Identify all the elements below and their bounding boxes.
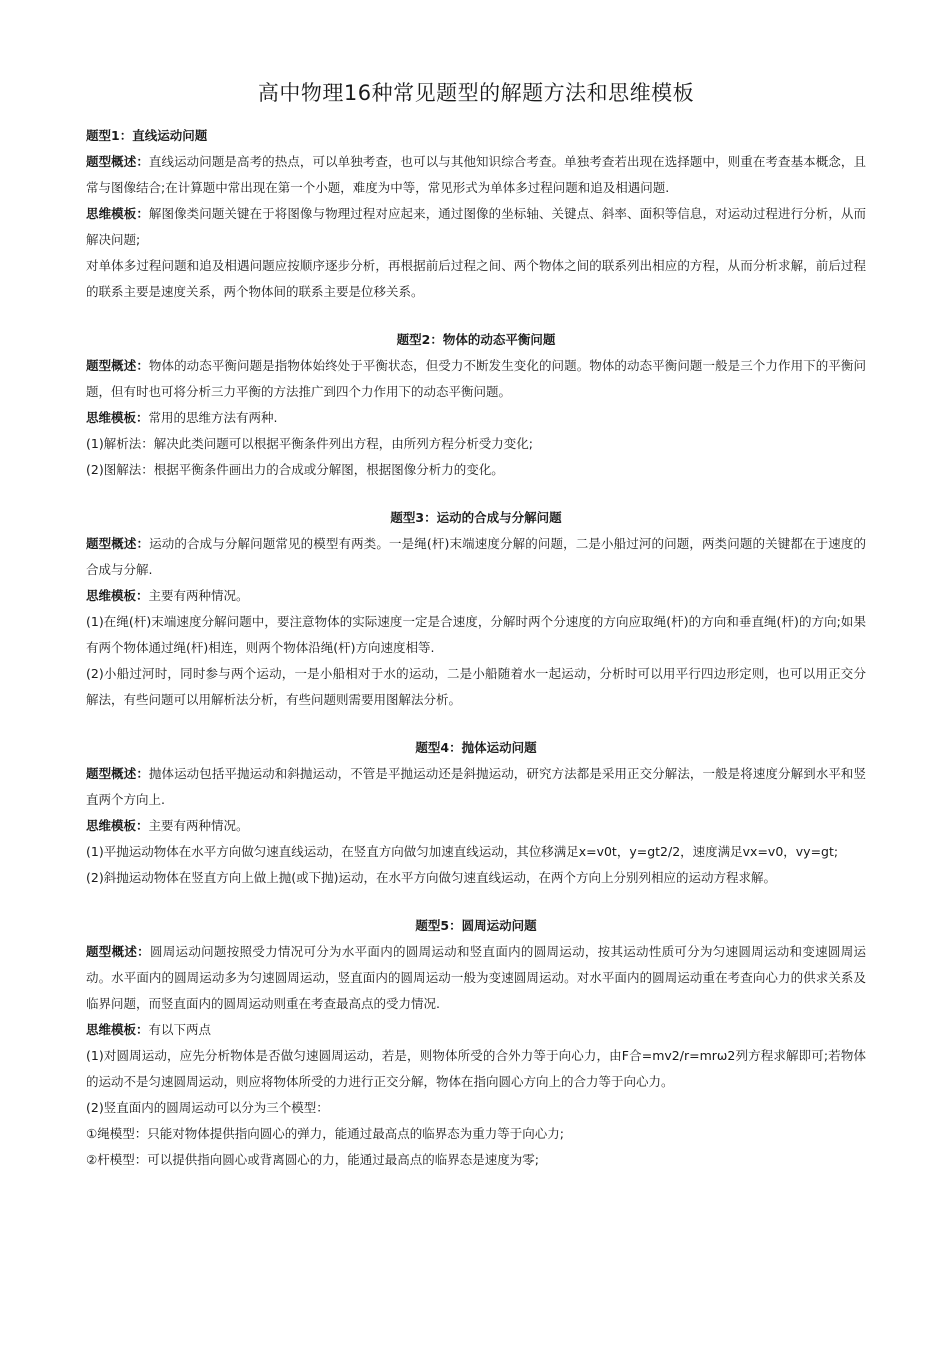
- section-point: (2)小船过河时，同时参与两个运动，一是小船相对于水的运动，二是小船随着水一起运动，分析时可以用平行四边形定则，也可以用正交分解法，有些问题可以用解析法分析，有些问题则需要用图解法分析。: [86, 666, 866, 707]
- section-point: (2)竖直面内的圆周运动可以分为三个模型：: [86, 1100, 329, 1115]
- section-point: ②杆模型：可以提供指向圆心或背离圆心的力，能通过最高点的临界态是速度为零;: [86, 1152, 539, 1167]
- template-label: 思维模板：: [86, 818, 149, 833]
- template-label: 思维模板：: [86, 588, 149, 603]
- section-2: [86, 327, 866, 483]
- section-3: [86, 505, 866, 713]
- section-template: [86, 813, 866, 839]
- section-template: [86, 583, 866, 609]
- section-heading: 题型1：直线运动问题: [86, 128, 208, 143]
- section-1: [86, 123, 866, 305]
- overview-text: 抛体运动包括平抛运动和斜抛运动，不管是平抛运动还是斜抛运动，研究方法都是采用正交分解法，一般是将速度分解到水平和竖直两个方向上.: [86, 766, 866, 807]
- template-text: 常用的思维方法有两种.: [148, 410, 278, 425]
- overview-text: 圆周运动问题按照受力情况可分为水平面内的圆周运动和竖直面内的圆周运动，按其运动性质可分为匀速圆周运动和变速圆周运动。水平面内的圆周运动多为匀速圆周运动，竖直面内的圆周运动一般为变速圆周运动。对水平面内的圆周运动重在考查向心力的供求关系及临界问题，而竖直面内的圆周运动则重在考查最高点的受力情况.: [86, 944, 866, 1011]
- section-point: (1)在绳(杆)末端速度分解问题中，要注意物体的实际速度一定是合速度，分解时两个分速度的方向应取绳(杆)的方向和垂直绳(杆)的方向;如果有两个物体通过绳(杆)相连，则两个物体沿绳(杆)方向速度相等.: [86, 614, 866, 655]
- overview-text: 物体的动态平衡问题是指物体始终处于平衡状态，但受力不断发生变化的问题。物体的动态平衡问题一般是三个力作用下的平衡问题，但有时也可将分析三力平衡的方法推广到四个力作用下的动态平衡问题。: [86, 358, 866, 399]
- section-point: (1)对圆周运动，应先分析物体是否做匀速圆周运动，若是，则物体所受的合外力等于向心力，由F合=mv2/r=mrω2列方程求解即可;若物体的运动不是匀速圆周运动，则应将物体所受的力进行正交分解，物体在指向圆心方向上的合力等于向心力。: [86, 1048, 866, 1089]
- overview-label: 题型概述：: [86, 154, 149, 169]
- template-text: 有以下两点: [148, 1022, 212, 1037]
- overview-label: 题型概述：: [86, 766, 149, 781]
- template-label: 思维模板：: [86, 206, 149, 221]
- section-template: [86, 405, 866, 431]
- section-heading: 题型4：抛体运动问题: [415, 740, 537, 755]
- section-overview: [86, 531, 866, 583]
- section-point: (1)解析法：解决此类问题可以根据平衡条件列出方程，由所列方程分析受力变化;: [86, 436, 533, 451]
- section-overview: [86, 761, 866, 813]
- section-5: [86, 913, 866, 1173]
- overview-label: 题型概述：: [86, 944, 150, 959]
- template-text: 主要有两种情况。: [148, 588, 249, 603]
- template-label: 思维模板：: [86, 410, 149, 425]
- section-point: (1)平抛运动物体在水平方向做匀速直线运动，在竖直方向做匀加速直线运动，其位移满足x=v0t，y=gt2/2，速度满足vx=v0，vy=gt;: [86, 844, 839, 859]
- document-title: 高中物理16种常见题型的解题方法和思维模板: [257, 81, 695, 105]
- document-page: [86, 78, 866, 1173]
- section-template: [86, 1017, 866, 1043]
- section-4: [86, 735, 866, 891]
- section-point: (2)斜抛运动物体在竖直方向上做上抛(或下抛)运动，在水平方向做匀速直线运动，在两个方向上分别列相应的运动方程求解。: [86, 870, 776, 885]
- template-text: 解图像类问题关键在于将图像与物理过程对应起来，通过图像的坐标轴、关键点、斜率、面积等信息，对运动过程进行分析，从而解决问题;: [86, 206, 866, 247]
- section-point: 对单体多过程问题和追及相遇问题应按顺序逐步分析，再根据前后过程之间、两个物体之间的联系列出相应的方程，从而分析求解，前后过程的联系主要是速度关系，两个物体间的联系主要是位移关系。: [86, 258, 866, 299]
- overview-label: 题型概述：: [86, 358, 149, 373]
- section-heading: 题型2：物体的动态平衡问题: [396, 332, 556, 347]
- section-point: (2)图解法：根据平衡条件画出力的合成或分解图，根据图像分析力的变化。: [86, 462, 504, 477]
- overview-label: 题型概述：: [86, 536, 150, 551]
- overview-text: 运动的合成与分解问题常见的模型有两类。一是绳(杆)末端速度分解的问题，二是小船过河的问题，两类问题的关键都在于速度的合成与分解.: [86, 536, 866, 577]
- section-template: [86, 201, 866, 253]
- section-overview: [86, 149, 866, 201]
- section-point: ①绳模型：只能对物体提供指向圆心的弹力，能通过最高点的临界态为重力等于向心力;: [86, 1126, 564, 1141]
- template-label: 思维模板：: [86, 1022, 149, 1037]
- section-overview: [86, 939, 866, 1017]
- overview-text: 直线运动问题是高考的热点，可以单独考查，也可以与其他知识综合考查。单独考查若出现在选择题中，则重在考查基本概念，且常与图像结合;在计算题中常出现在第一个小题，难度为中等，常见形式为单体多过程问题和追及相遇问题.: [86, 154, 866, 195]
- template-text: 主要有两种情况。: [148, 818, 249, 833]
- section-heading: 题型5：圆周运动问题: [415, 918, 537, 933]
- section-overview: [86, 353, 866, 405]
- section-heading: 题型3：运动的合成与分解问题: [390, 510, 562, 525]
